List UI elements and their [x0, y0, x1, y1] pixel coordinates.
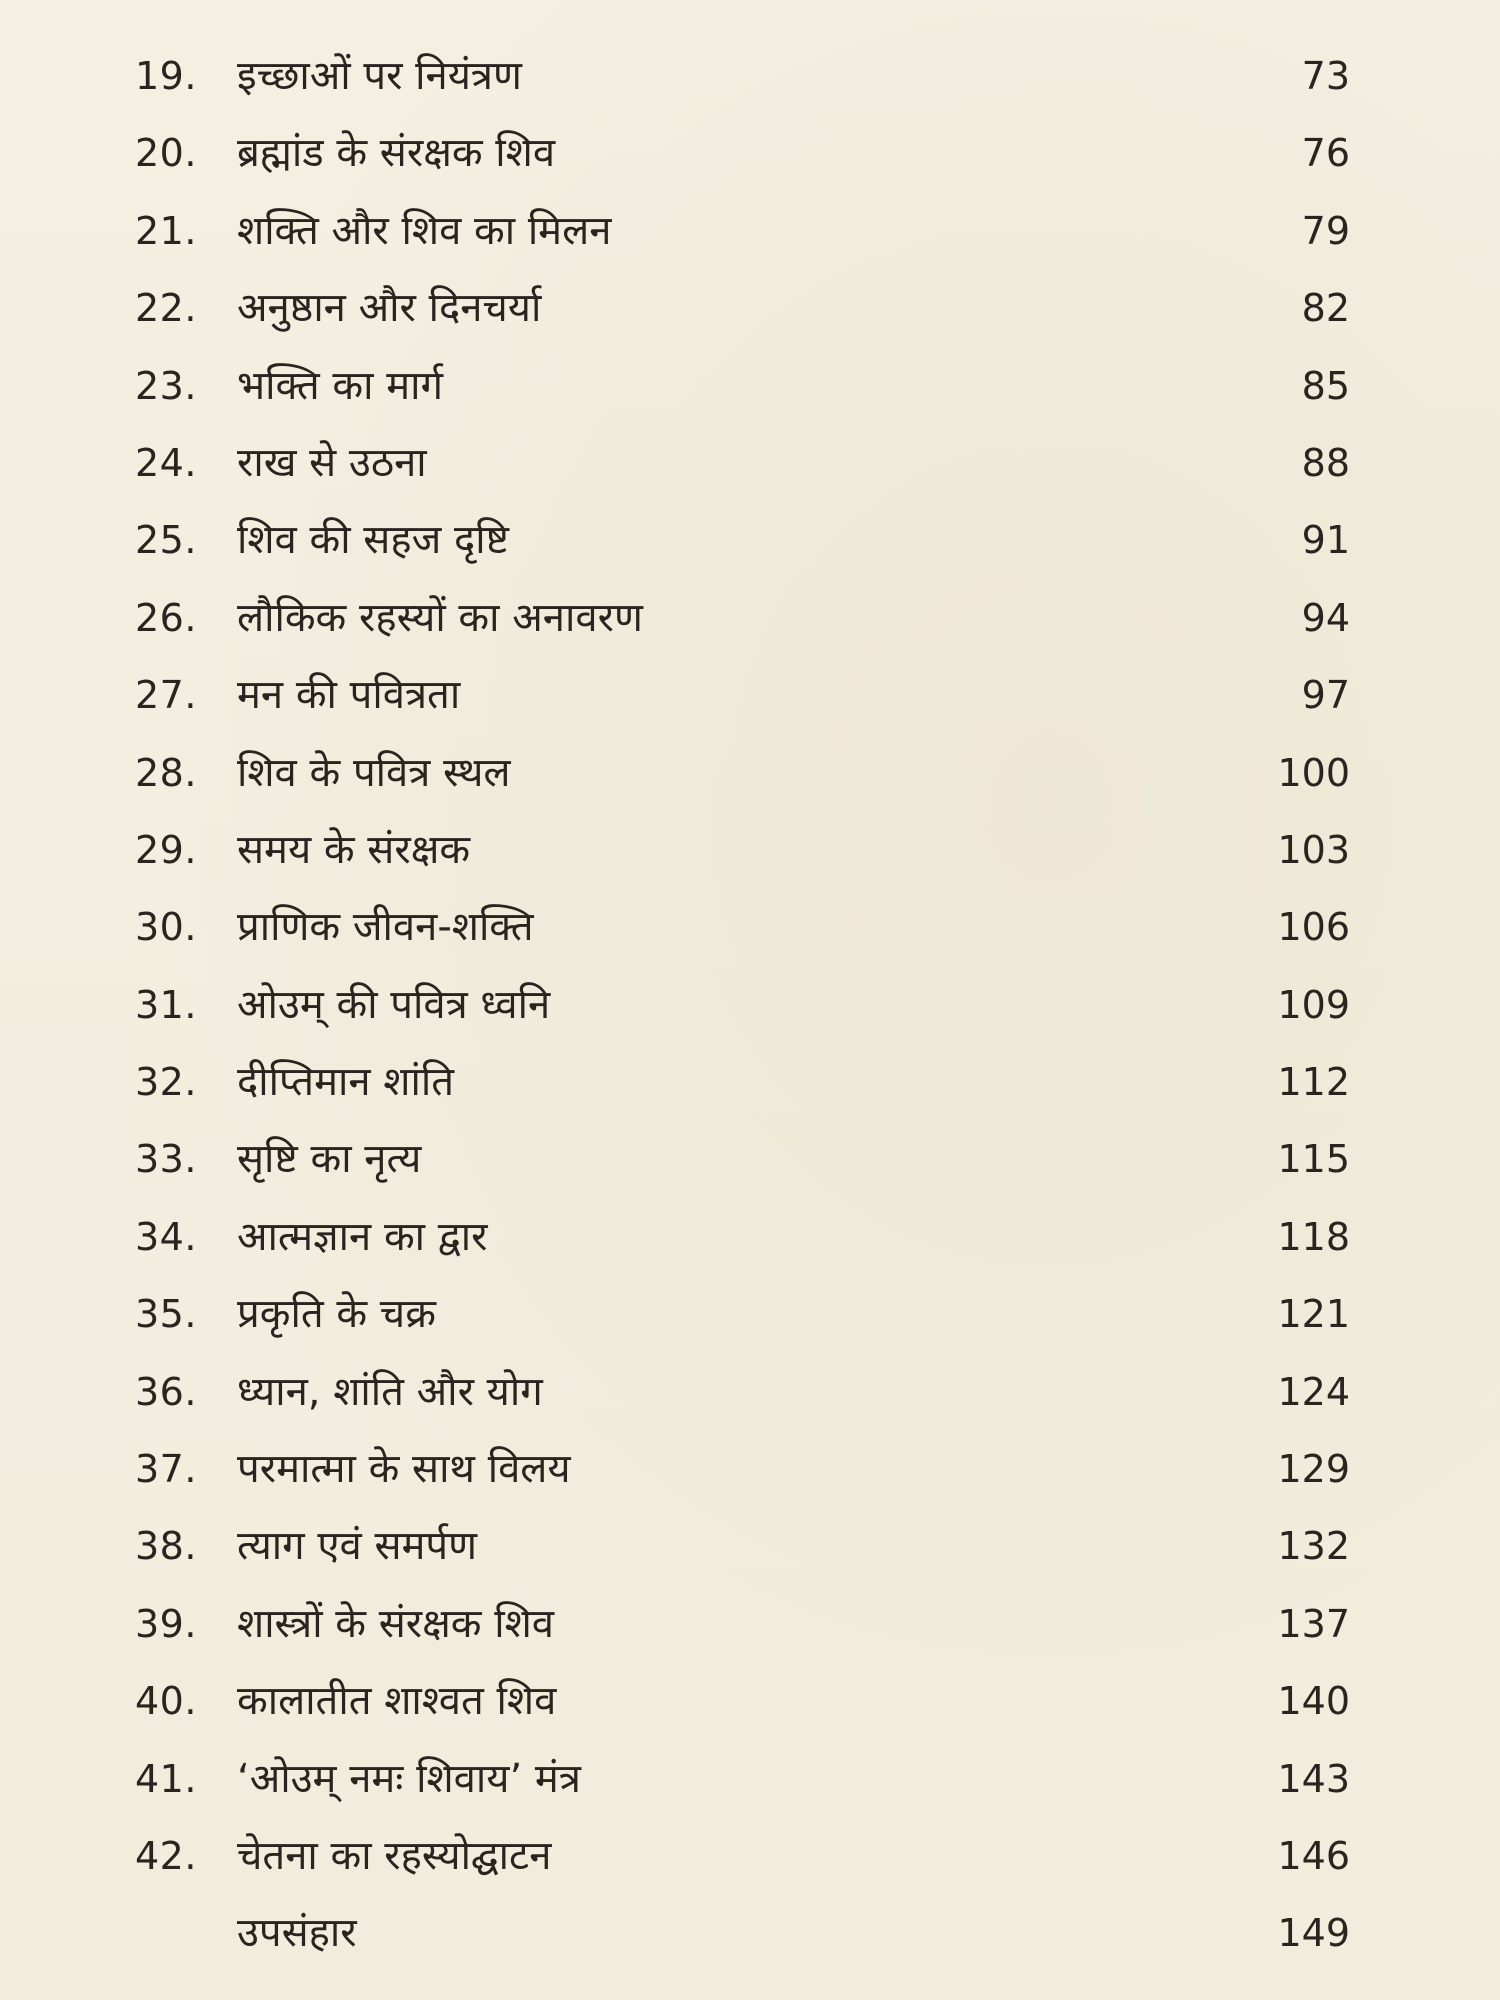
page-number: 132: [1277, 1524, 1350, 1569]
page-number: 100: [1277, 750, 1350, 795]
page-number: 94: [1301, 595, 1350, 640]
toc-entry: [0, 1508, 1500, 1585]
chapter-number: 38.: [135, 1524, 197, 1569]
page-number: 73: [1301, 54, 1350, 98]
toc-entry: [0, 270, 1500, 347]
toc-entry: [0, 580, 1500, 657]
page-number: 137: [1277, 1601, 1350, 1646]
chapter-title: शिव के पवित्र स्थल: [237, 749, 511, 796]
toc-entry: [0, 1586, 1500, 1663]
page-number: 91: [1301, 518, 1350, 563]
toc-entry: [0, 1818, 1500, 1895]
chapter-title: समय के संरक्षक: [237, 826, 471, 873]
chapter-number: 34.: [135, 1214, 197, 1259]
toc-entry: [0, 38, 1500, 115]
chapter-number: 24.: [135, 440, 197, 485]
toc-entry: [0, 1354, 1500, 1431]
toc-entry-epilogue: [0, 1895, 1500, 1972]
page-number: 143: [1277, 1756, 1350, 1801]
page-number: 106: [1277, 905, 1350, 950]
toc-entry: [0, 1276, 1500, 1353]
toc-entry: [0, 1431, 1500, 1508]
chapter-number: 23.: [135, 363, 197, 408]
page-number: 121: [1277, 1292, 1350, 1337]
toc-entry: [0, 115, 1500, 192]
toc-entry: [0, 1663, 1500, 1740]
chapter-title: प्राणिक जीवन-शक्ति: [237, 904, 534, 951]
chapter-number: 29.: [135, 827, 197, 872]
chapter-number: 40.: [135, 1679, 197, 1724]
toc-entry: [0, 348, 1500, 425]
page-number: 112: [1277, 1060, 1350, 1105]
toc-entry: [0, 812, 1500, 889]
chapter-number: 37.: [135, 1447, 197, 1492]
chapter-number: 42.: [135, 1833, 197, 1878]
page-number: 129: [1277, 1447, 1350, 1492]
chapter-title: उपसंहार: [237, 1910, 357, 1957]
chapter-title: राख से उठना: [237, 439, 427, 486]
toc-entry: [0, 193, 1500, 270]
chapter-title: लौकिक रहस्यों का अनावरण: [237, 594, 643, 641]
toc-entry: [0, 502, 1500, 579]
page-number: 118: [1277, 1214, 1350, 1259]
page-number: 85: [1301, 363, 1350, 408]
page-number: 149: [1277, 1911, 1350, 1956]
chapter-number: 35.: [135, 1292, 197, 1337]
chapter-title: ध्यान, शांति और योग: [237, 1368, 543, 1415]
chapter-title: ‘ओउम् नमः शिवाय’ मंत्र: [237, 1755, 581, 1802]
chapter-number: 36.: [135, 1369, 197, 1414]
chapter-number: 21.: [135, 208, 197, 253]
chapter-title: चेतना का रहस्योद्घाटन: [237, 1832, 552, 1879]
toc-entry: [0, 657, 1500, 734]
chapter-title: दीप्तिमान शांति: [237, 1059, 454, 1106]
toc-entry: [0, 735, 1500, 812]
chapter-title: कालातीत शाश्वत शिव: [237, 1678, 557, 1725]
chapter-title: इच्छाओं पर नियंत्रण: [237, 53, 522, 99]
chapter-title: परमात्मा के साथ विलय: [237, 1446, 571, 1493]
chapter-title: अनुष्ठान और दिनचर्या: [237, 285, 542, 332]
chapter-number: 31.: [135, 982, 197, 1027]
chapter-title: शक्ति और शिव का मिलन: [237, 207, 612, 254]
chapter-number: 28.: [135, 750, 197, 795]
chapter-title: मन की पवित्रता: [237, 672, 461, 719]
page-number: 109: [1277, 982, 1350, 1027]
chapter-title: त्याग एवं समर्पण: [237, 1523, 478, 1570]
toc-entry: [0, 1121, 1500, 1198]
chapter-title: ओउम् की पवित्र ध्वनि: [237, 981, 551, 1028]
page-number: 82: [1301, 286, 1350, 331]
chapter-title: प्रकृति के चक्र: [237, 1291, 436, 1338]
page-number: 146: [1277, 1833, 1350, 1878]
toc-entry: [0, 1199, 1500, 1276]
chapter-number: 32.: [135, 1060, 197, 1105]
toc-entry: [0, 889, 1500, 966]
chapter-number: 33.: [135, 1137, 197, 1182]
page-number: 140: [1277, 1679, 1350, 1724]
toc-entry: [0, 425, 1500, 502]
chapter-title: शिव की सहज दृष्टि: [237, 517, 509, 564]
chapter-number: 30.: [135, 905, 197, 950]
chapter-title: आत्मज्ञान का द्वार: [237, 1213, 488, 1260]
chapter-number: 20.: [135, 131, 197, 176]
chapter-title: भक्ति का मार्ग: [237, 362, 444, 409]
chapter-number: 22.: [135, 286, 197, 331]
page-number: 124: [1277, 1369, 1350, 1414]
chapter-number: 27.: [135, 673, 197, 718]
page-number: 79: [1301, 208, 1350, 253]
page-number: 76: [1301, 131, 1350, 176]
table-of-contents: [0, 38, 1500, 1973]
chapter-number: 19.: [135, 54, 197, 98]
page-number: 115: [1277, 1137, 1350, 1182]
toc-entry: [0, 1741, 1500, 1818]
chapter-title: शास्त्रों के संरक्षक शिव: [237, 1600, 555, 1647]
page-number: 97: [1301, 673, 1350, 718]
toc-entry: [0, 1044, 1500, 1121]
chapter-number: 39.: [135, 1601, 197, 1646]
chapter-title: सृष्टि का नृत्य: [237, 1136, 422, 1183]
page-number: 88: [1301, 440, 1350, 485]
chapter-number: 26.: [135, 595, 197, 640]
page-number: 103: [1277, 827, 1350, 872]
chapter-title: ब्रह्मांड के संरक्षक शिव: [237, 130, 556, 177]
chapter-number: 25.: [135, 518, 197, 563]
toc-entry: [0, 967, 1500, 1044]
chapter-number: 41.: [135, 1756, 197, 1801]
